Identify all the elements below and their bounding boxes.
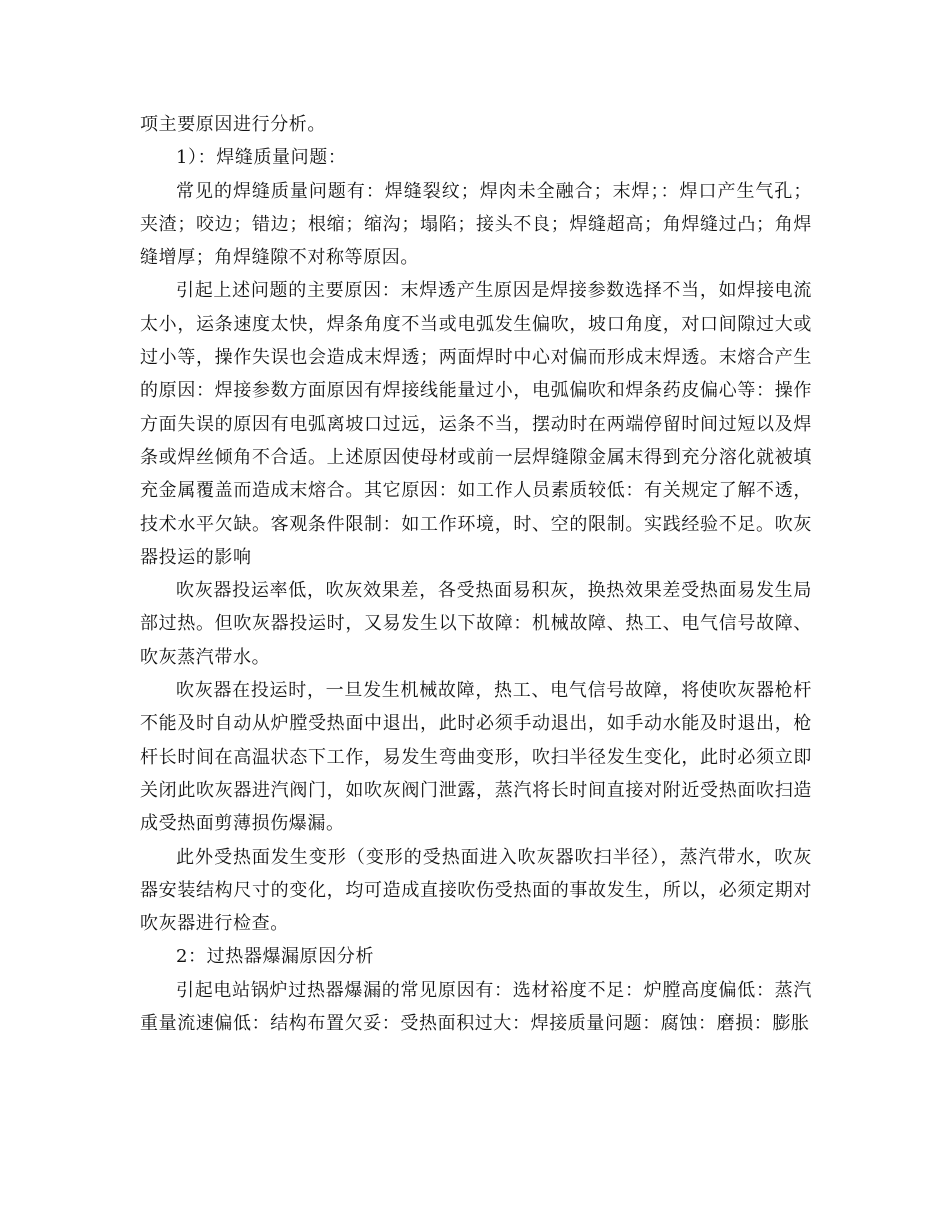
paragraph-weld-defects: 常见的焊缝质量问题有：焊缝裂纹；焊肉未全融合；末焊；：焊口产生气孔；夹渣；咬边；错边；根缩；缩沟；塌陷；接头不良；焊缝超高；角焊缝过凸；角焊缝增厚；角焊缝隙不对称等原因。 — [140, 180, 812, 269]
paragraph-surface-deformation: 此外受热面发生变形（变形的受热面进入吹灰器吹扫半径），蒸汽带水，吹灰器安装结构尺寸的变化，均可造成直接吹伤受热面的事故发生，所以，必须定期对吹灰器进行检查。 — [140, 846, 812, 935]
paragraph-continuation: 项主要原因进行分析。 — [140, 114, 326, 135]
paragraph-soot-blower-rate: 吹灰器投运率低，吹灰效果差，各受热面易积灰，换热效果差受热面易发生局部过热。但吹灰器投运时，又易发生以下故障：机械故障、热工、电气信号故障、吹灰蒸汽带水。 — [140, 580, 812, 668]
heading-weld-quality: 1）：焊缝质量问题： — [176, 147, 347, 169]
heading-superheater-leak: 2：过热器爆漏原因分析 — [176, 946, 375, 968]
document-body — [140, 108, 812, 1040]
paragraph-superheater-causes: 引起电站锅炉过热器爆漏的常见原因有：选材裕度不足：炉膛高度偏低：蒸汽重量流速偏低：结构布置欠妥：受热面积过大：焊接质量问题：腐蚀：磨损：膨胀 — [140, 979, 812, 1035]
paragraph-soot-blower-failure: 吹灰器在投运时，一旦发生机械故障，热工、电气信号故障，将使吹灰器枪杆不能及时自动从炉膛受热面中退出，此时必须手动退出，如手动水能及时退出，枪杆长时间在高温状态下工作，易发生弯曲变形，吹扫半径发生变化，此时必须立即关闭此吹灰器进汽阀门，如吹灰阀门泄露，蒸汽将长时间直接对附近受热面吹扫造成受热面剪薄损伤爆漏。 — [140, 680, 812, 835]
paragraph-defect-causes: 引起上述问题的主要原因：末焊透产生原因是焊接参数选择不当，如焊接电流太小，运条速度太快，焊条角度不当或电弧发生偏吹，坡口角度，对口间隙过大或过小等，操作失误也会造成末焊透；两面焊时中心对偏而形成末焊透。末熔合产生的原因：焊接参数方面原因有焊接线能量过小，电弧偏吹和焊条药皮偏心等：操作方面失误的原因有电弧离坡口过远，运条不当，摆动时在两端停留时间过短以及焊条或焊丝倾角不合适。上述原因使母材或前一层焊缝隙金属末得到充分溶化就被填充金属覆盖而造成末熔合。其它原因：如工作人员素质较低：有关规定了解不透，技术水平欠缺。客观条件限制：如工作环境，时、空的限制。实践经验不足。吹灰器投运的影响 — [140, 280, 812, 568]
